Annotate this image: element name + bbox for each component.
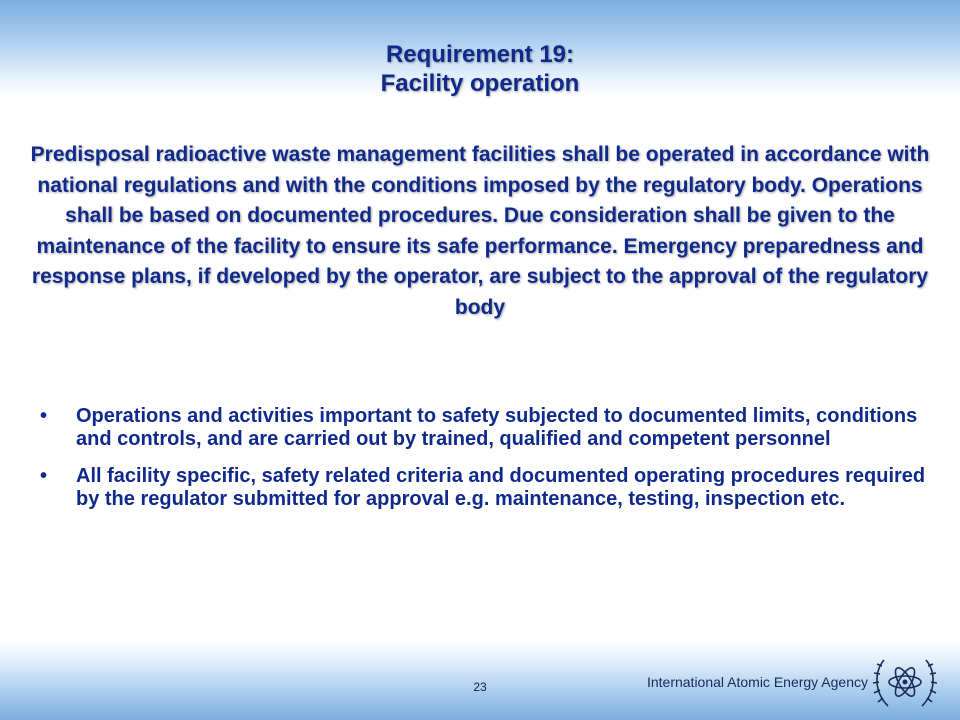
bullet-text: Operations and activities important to safety subjected to documented limits, conditions and controls, and are carried out by trained, qualified and competent personnel [76,405,918,450]
bullet-icon: • [40,405,48,427]
bullet-list [38,405,928,525]
title-line-2: Facility operation [380,70,580,97]
page-number: 23 [473,680,487,694]
bullet-icon: • [40,465,48,487]
title-line-1: Requirement 19: [385,41,575,68]
bullet-item [38,405,928,451]
footer-organization: International Atomic Energy Agency [646,674,868,690]
iaea-logo-icon [870,652,940,714]
slide-title [0,40,960,98]
bullet-item [38,465,928,511]
requirement-text: Predisposal radioactive waste management facilities shall be operated in accordance with national regulations and with the conditions imposed by the regulatory body. Operations shall be based on documented procedures. Due consideration shall be given to the maintenance of the facility to ensure its safe performance. Emergency preparedness and response plans, if developed by the operator, are subject to the approval of the regulatory body [30,143,930,319]
bullet-text: All facility specific, safety related criteria and documented operating procedures required by the regulator submitted for approval e.g. maintenance, testing, inspection etc. [76,465,926,510]
